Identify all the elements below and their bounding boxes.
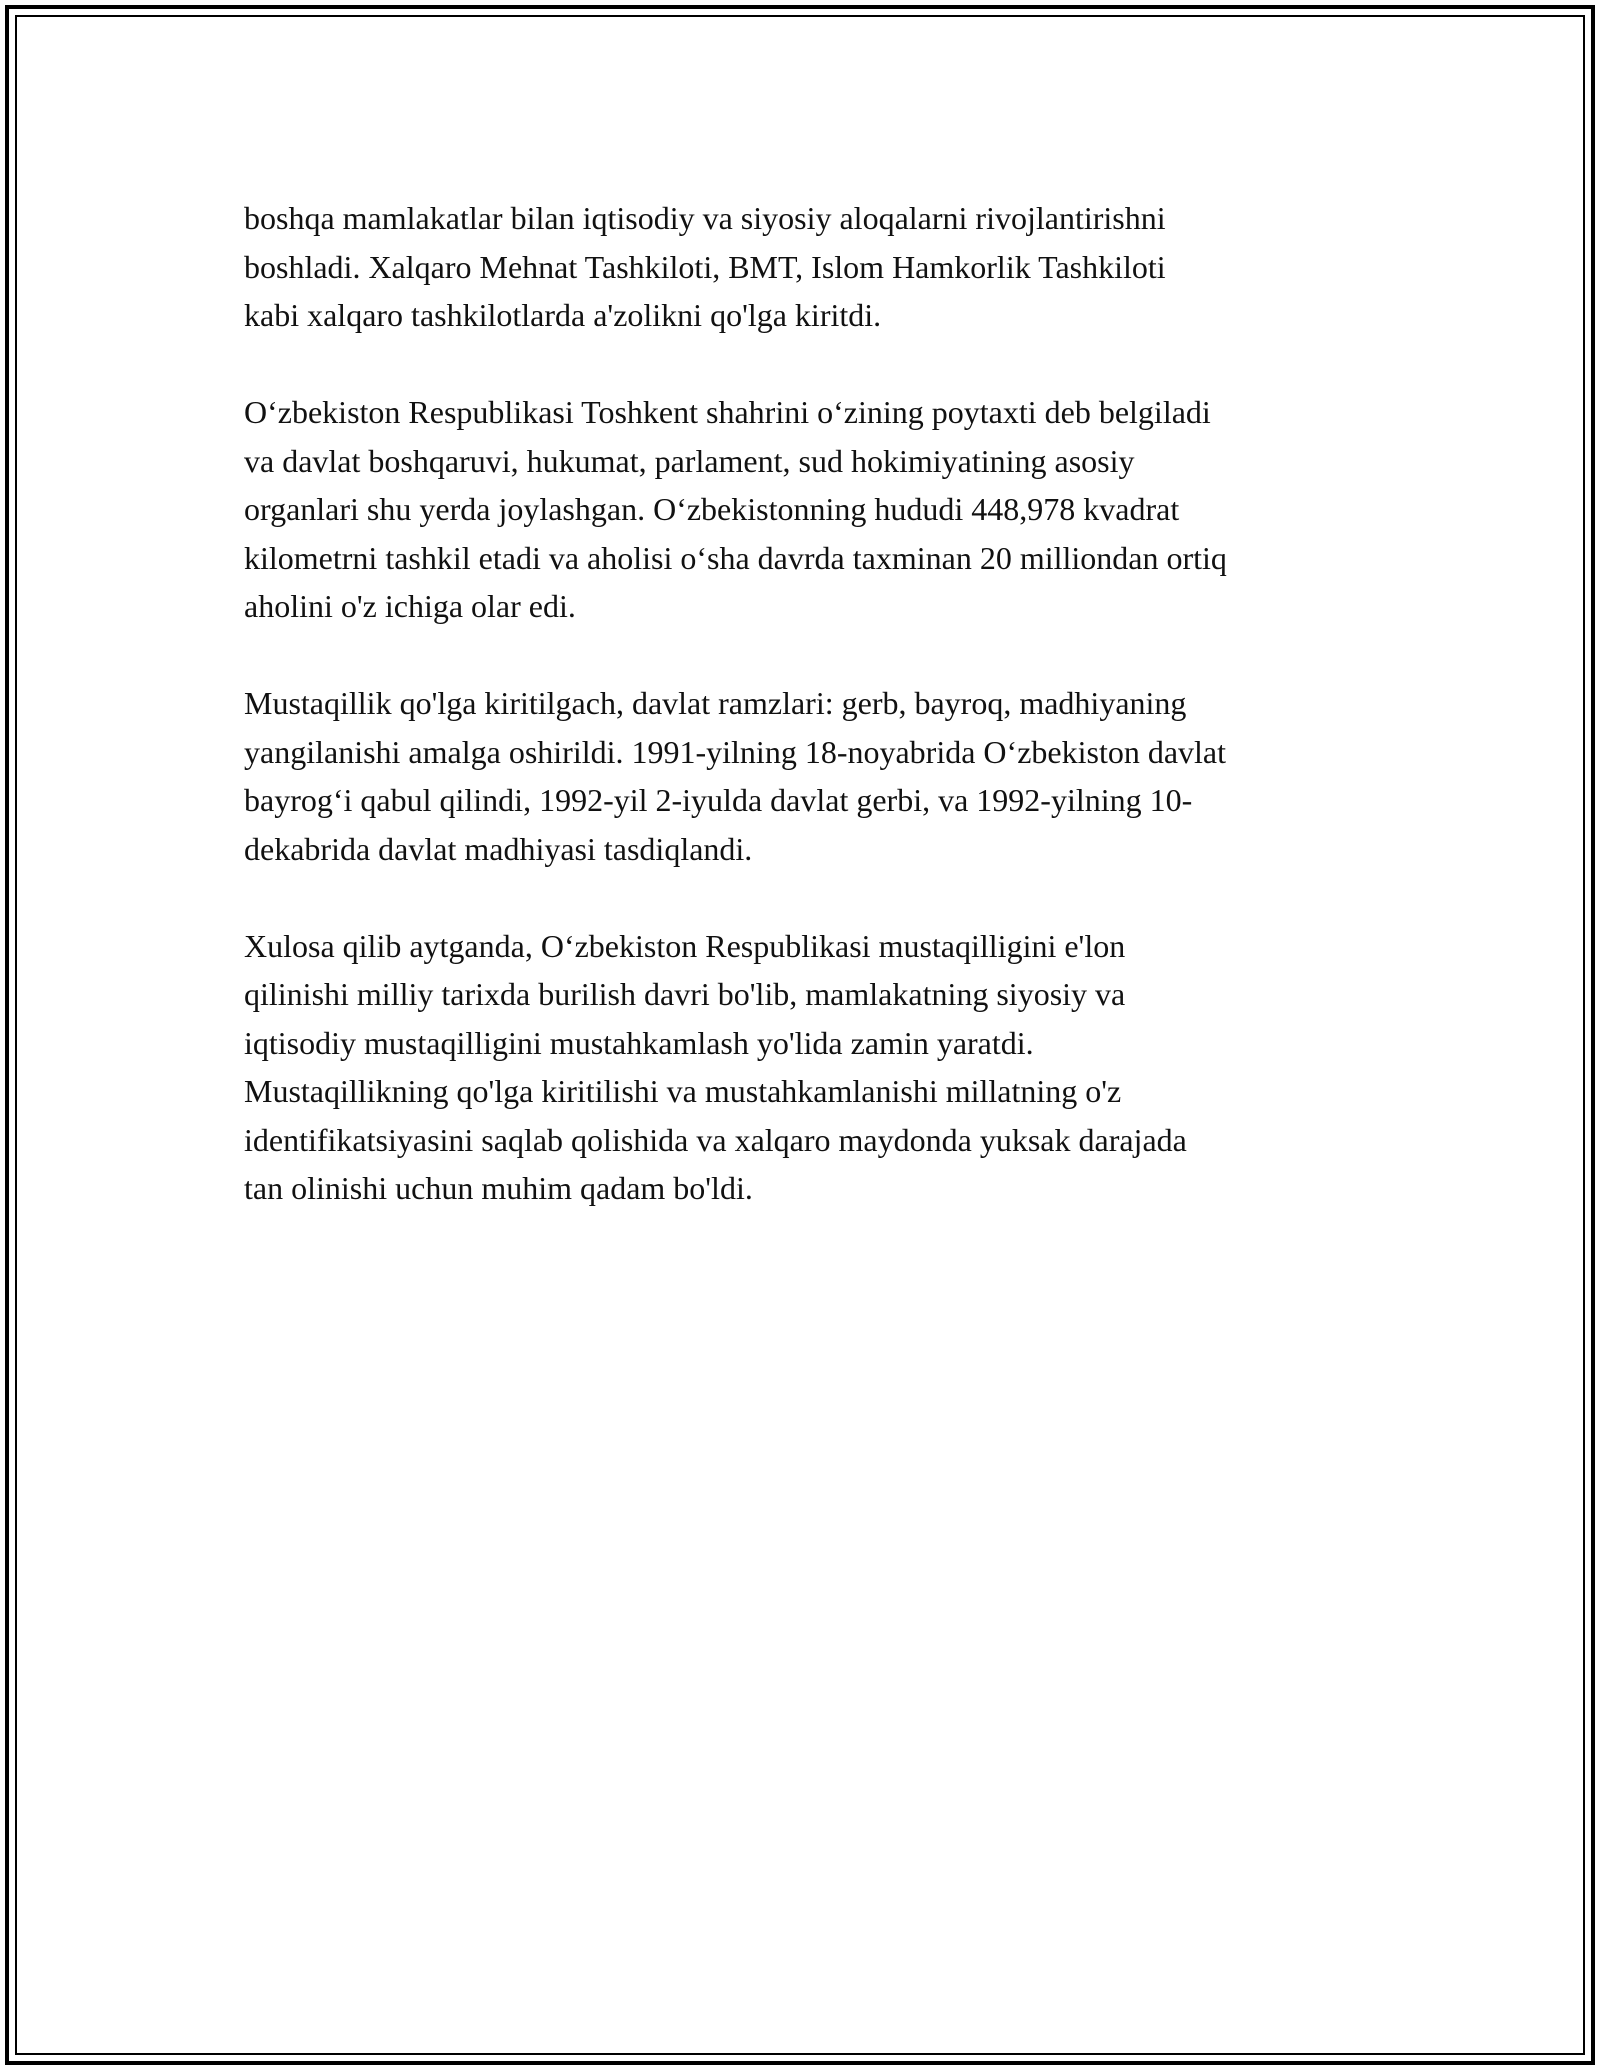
text-line: aholini o'z ichiga olar edi. bbox=[244, 588, 576, 624]
text-line: yangilanishi amalga oshirildi. 1991-yilning 18-noyabrida O‘zbekiston davlat bbox=[244, 733, 1227, 770]
text-line: dekabrida davlat madhiyasi tasdiqlandi. bbox=[244, 830, 753, 867]
text-line: boshladi. Xalqaro Mehnat Tashkiloti, BMT, Islom Hamkorlik Tashkiloti bbox=[244, 248, 1166, 285]
text-line: kabi xalqaro tashkilotlarda a'zolikni qo'lga kiritdi. bbox=[244, 297, 882, 333]
text-line: kilometrni tashkil etadi va aholisi o‘sha davrda taxminan 20 milliondan ortiq bbox=[244, 539, 1227, 576]
paragraph-3 bbox=[244, 679, 1384, 873]
text-line: iqtisodiy mustaqilligini mustahkamlash yo'lida zamin yaratdi. bbox=[244, 1024, 1034, 1061]
text-line: Mustaqillikning qo'lga kiritilishi va mustahkamlanishi millatning o'z bbox=[244, 1073, 1122, 1109]
text-line: O‘zbekiston Respublikasi Toshkent shahrini o‘zining poytaxti deb belgiladi bbox=[244, 394, 1211, 430]
text-line: tan olinishi uchun muhim qadam bo'ldi. bbox=[244, 1170, 753, 1206]
text-line: identifikatsiyasini saqlab qolishida va xalqaro maydonda yuksak darajada bbox=[244, 1121, 1187, 1158]
text-line: Mustaqillik qo'lga kiritilgach, davlat ramzlari: gerb, bayroq, madhiyaning bbox=[244, 685, 1187, 721]
text-line: bayrog‘i qabul qilindi, 1992-yil 2-iyulda davlat gerbi, va 1992-yilning 10- bbox=[244, 782, 1193, 818]
document-page bbox=[5, 5, 1595, 2065]
document-body bbox=[244, 194, 1384, 1261]
text-line: qilinishi milliy tarixda burilish davri bo'lib, mamlakatning siyosiy va bbox=[244, 976, 1126, 1012]
paragraph-2 bbox=[244, 388, 1384, 631]
text-line: va davlat boshqaruvi, hukumat, parlament, sud hokimiyatining asosiy bbox=[244, 442, 1135, 479]
paragraph-4 bbox=[244, 922, 1384, 1213]
text-line: Xulosa qilib aytganda, O‘zbekiston Respublikasi mustaqilligini e'lon bbox=[244, 927, 1126, 964]
text-line: organlari shu yerda joylashgan. O‘zbekistonning hududi 448,978 kvadrat bbox=[244, 491, 1180, 527]
paragraph-1 bbox=[244, 194, 1384, 340]
text-line: boshqa mamlakatlar bilan iqtisodiy va siyosiy aloqalarni rivojlantirishni bbox=[244, 200, 1166, 236]
